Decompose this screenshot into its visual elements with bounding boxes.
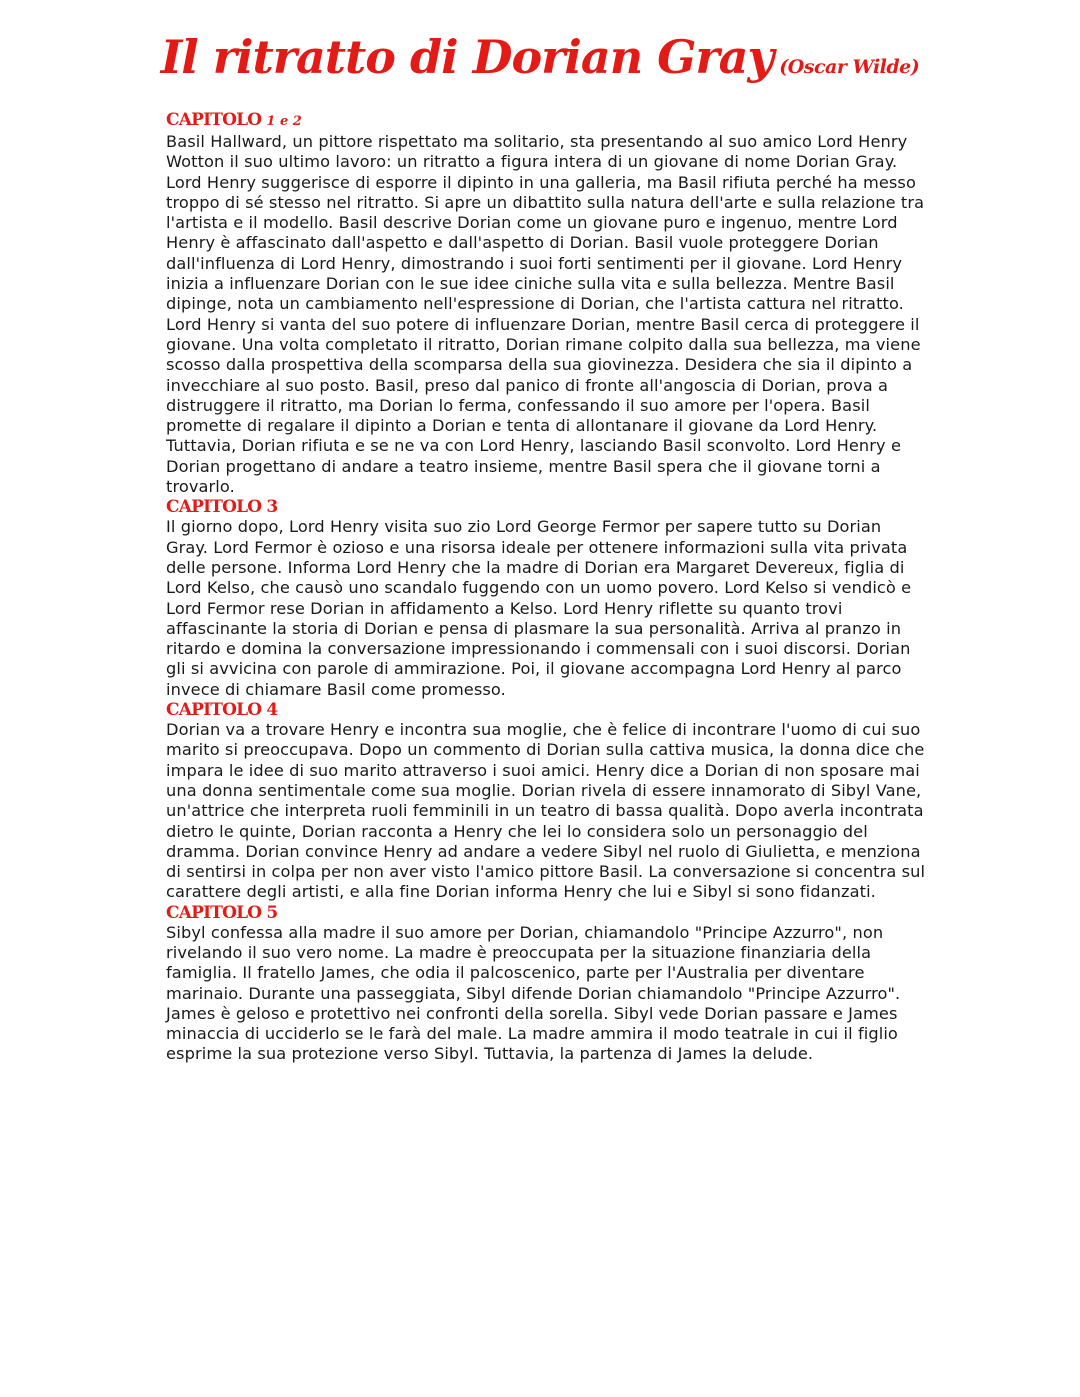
chapter-heading-number: 4 [266,700,278,721]
chapter-heading-label: CAPITOLO [166,110,262,130]
chapter-text: Il giorno dopo, Lord Henry visita suo zio Lord George Fermor per sapere tutto su Dorian Gray. Lord Fermor è ozioso e una risorsa ideale per ottenere informazioni sulla vita privata delle persone. Informa Lord Henry che la madre di Dorian era Margaret Devereux, figlia di Lord Kelso, che causò uno scandalo fuggendo con un uomo povero. Lord Kelso si vendicò e Lord Fermor rese Dorian in affidamento a Kelso. Lord Henry riflette su quanto trovi affascinante la storia di Dorian e pensa di plasmare la sua personalità. Arriva al pranzo in ritardo e domina la conversazione impressionando i commensali con i suoi discorsi. Dorian gli si avvicina con parole di ammirazione. Poi, il giovane accompagna Lord Henry al parco invece di chiamare Basil come promesso. [166,517,912,699]
chapter-heading [166,497,926,517]
document-author: (Oscar Wilde) [779,56,920,78]
document-title: Il ritratto di Dorian Gray [160,30,774,84]
chapter-heading-label: CAPITOLO [166,497,262,518]
chapter-section-4 [166,700,926,903]
chapter-heading-number: 5 [266,902,278,923]
chapter-section-1-2 [166,110,926,497]
chapter-section-3 [166,497,926,700]
document-title-row [0,30,1080,84]
chapter-heading [166,903,926,923]
chapter-text: Basil Hallward, un pittore rispettato ma solitario, sta presentando al suo amico Lord Henry Wotton il suo ultimo lavoro: un ritratto a figura intera di un giovane di nome Dorian Gray. Lord Henry suggerisce di esporre il dipinto in una galleria, ma Basil rifiuta perché ha messo troppo di sé stesso nel ritratto. Si apre un dibattito sulla natura dell'arte e sulla relazione tra l'artista e il modello. Basil descrive Dorian come un giovane puro e ingenuo, mentre Lord Henry è affascinato dall'aspetto e dall'aspetto di Dorian. Basil vuole proteggere Dorian dall'influenza di Lord Henry, dimostrando i suoi forti sentimenti per il giovane. Lord Henry inizia a influenzare Dorian con le sue idee ciniche sulla vita e sulla bellezza. Mentre Basil dipinge, nota un cambiamento nell'espressione di Dorian, che l'artista cattura nel ritratto. Lord Henry si vanta del suo potere di influenzare Dorian, mentre Basil cerca di proteggere il giovane. Una volta completato il ritratto, Dorian rimane colpito dalla sua bellezza, ma viene scosso dalla prospettiva della scomparsa della sua giovinezza. Desidera che sia il dipinto a invecchiare al suo posto. Basil, preso dal panico di fronte all'angoscia di Dorian, prova a distruggere il ritratto, ma Dorian lo ferma, confessando il suo amore per l'opera. Basil promette di regalare il dipinto a Dorian e tenta di allontanare il giovane da Lord Henry. Tuttavia, Dorian rifiuta e se ne va con Lord Henry, lasciando Basil sconvolto. Lord Henry e Dorian progettano di andare a teatro insieme, mentre Basil spera che il giovane torni a trovarlo. [166,132,925,497]
chapter-heading-label: CAPITOLO [166,902,262,923]
chapter-text: Sibyl confessa alla madre il suo amore per Dorian, chiamandolo "Principe Azzurro", non rivelando il suo vero nome. La madre è preoccupata per la situazione finanziaria della famiglia. Il fratello James, che odia il palcoscenico, parte per l'Australia per diventare marinaio. Durante una passeggiata, Sibyl difende Dorian chiamandolo "Principe Azzurro". James è geloso e protettivo nei confronti della sorella. Sibyl vede Dorian passare e James minaccia di ucciderlo se le farà del male. La madre ammira il modo teatrale in cui il figlio esprime la sua protezione verso Sibyl. Tuttavia, la partenza di James la delude. [166,922,901,1064]
chapter-section-5 [166,903,926,1065]
chapter-heading [166,700,926,720]
chapter-text: Dorian va a trovare Henry e incontra sua moglie, che è felice di incontrare l'uomo di cui suo marito si preoccupava. Dopo un commento di Dorian sulla cattiva musica, la donna dice che impara le idee di suo marito attraverso i suoi amici. Henry dice a Dorian di non sposare mai una donna sentimentale come sua moglie. Dorian rivela di essere innamorato di Sibyl Vane, un'attrice che interpreta ruoli femminili in un teatro di bassa qualità. Dopo averla incontrata dietro le quinte, Dorian racconta a Henry che lei lo considera solo un personaggio del dramma. Dorian convince Henry ad andare a vedere Sibyl nel ruolo di Giulietta, e menziona di sentirsi in colpa per non aver visto l'amico pittore Basil. La conversazione si concentra sul carattere degli artisti, e alla fine Dorian informa Henry che lui e Sibyl si sono fidanzati. [166,720,926,902]
chapter-heading-number: 3 [266,497,278,518]
chapter-heading-number: 1 e 2 [266,114,302,129]
chapter-heading-label: CAPITOLO [166,700,262,721]
document-body [166,110,926,1065]
chapter-heading [166,110,926,132]
